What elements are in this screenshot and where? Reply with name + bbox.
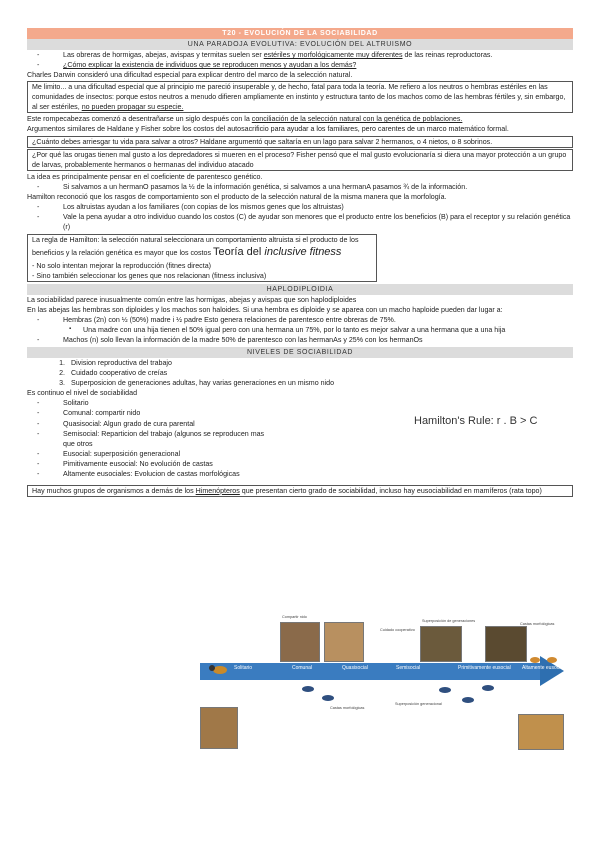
beetle-icon [302,685,494,703]
haplo-line-1: La sociabilidad parece inusualmente común entre las hormigas, abejas y avispas que son haplodiploides [27,295,357,304]
hamilton-box-bullet: - No solo intentan mejorar la reproducción (fitnes directa) [32,261,212,270]
section-header-haplodiploidia: HAPLODIPLOIDIA [27,284,573,295]
stage-label: Solitario [234,665,253,671]
list-item: - Si salvamos a un hermanO pasamos la ½ de la información genética, si salvamos a una hermanA pasamos ¾ de la información. [63,182,573,192]
stage-label: Primitivamente eusocial [458,665,511,671]
list-item: - Comunal: compartir nido [63,408,273,418]
list-item: - Semisocial: Reparticion del trabajo (algunos se reproducen mas que otros [63,429,273,449]
paradox-bullets [27,50,573,70]
list-item: - Hembras (2n) con ½ (50%) madre i ½ padre Esto genera relaciones de parentesco entre obreras de 75%. [63,315,573,325]
stage-label: Semisocial [396,665,421,671]
haplo-bullets-2 [27,335,573,345]
list-item: - Vale la pena ayudar a otro individuo cuando los costos (C) de ayudar son menores que el producto entre los beneficios (B) para el receptor y su relación genética (r) [63,212,573,232]
list-item: - Pimitivamente eusocial: No evolución de castas [63,459,273,469]
list-item: - Eusocial: superposición generacional [63,449,273,459]
list-item: ▪ Una madre con una hija tienen el 50% igual pero con una hermana un 75%, por lo tanto es mejor salvar a una hermana que a una hija [83,325,573,335]
darwin-line: Charles Darwin consideró una dificultad especial para explicar dentro del marco de la selección natural. [27,71,353,80]
list-item: - ¿Cómo explicar la existencia de individuos que se reproducen menos y ayudan a los demás? [63,60,573,70]
insect-icons [200,622,576,752]
hamilton-rule-box: La regla de Hamilton: la selección natural seleccionara un comportamiento altruista si el producto de los beneficios y la relación genética es mayor que los costos Teoría del inclusive fitness - No solo intentan mejorar la reproducción (fitnes directa) - Sino también seleccionar los genes que nos relacionan (fitness inclusiva) [27,234,377,282]
list-item: 1. Division reproductiva del trabajo [67,358,573,368]
hamilton-rule-formula: Hamilton's Rule: r . B > C [414,415,538,427]
list-item: - Las obreras de hormigas, abejas, avispas y termitas suelen ser estériles y morfológicamente muy diferentes de las reinas reproductoras. [63,50,573,60]
list-item: 2. Cuidado cooperativo de creías [67,368,573,378]
list-item: - Machos (n) solo llevan la información de la madre 50% de parentesco con las hermanAs y 25% con los hermanOs [63,335,573,345]
haplo-sub-bullets [27,325,573,335]
levels-numbered-list [27,358,573,388]
section-header-paradox: UNA PARADOJA EVOLUTIVA: EVOLUCIÓN DEL ALTRUISMO [27,39,573,50]
caption: Castas morfológicas [520,622,555,626]
haldane-line: Argumentos similares de Haldane y Fisher sobre los costos del autosacrificio para ayudar a los familiares, pero carentes de un marco matemático formal. [27,125,509,134]
theory-label: Teoría del inclusive fitness [213,246,342,259]
kinship-bullets [27,182,573,192]
haplo-bullets [27,315,573,325]
hamilton-line: Hamilton reconoció que los rasgos de comportamiento son el producto de la selección natural de la misma manera que la morfología. [27,192,447,201]
list-item: - Altamente eusociales: Evolucion de castas morfológicas [63,469,273,479]
hamilton-bullets [27,202,573,232]
fisher-box: ¿Por qué las orugas tienen mal gusto a los depredadores si mueren en el proceso? Fisher pensó que el mal gusto evolucionaría si diera una mayor protección a un grupo de larvas, probablemente hermanos o hermanas del individuo atacado [27,149,573,171]
ant-icon [530,657,557,663]
stage-label: Altamente eusocial [522,665,565,671]
caption: Castas morfológicas [330,706,365,710]
bee-icon [209,665,227,674]
list-item: - Quasisocial: Algun grado de cura parental [63,419,273,429]
continuum-line: Es continuo el nivel de sociabilidad [27,389,138,398]
levels-block [27,398,573,479]
list-item: - Solitario [63,398,273,408]
final-note-box: Hay muchos grupos de organismos a demás de los Himenópteros que presentan cierto grado de sociabilidad, incluso hay eusociabilidad en mamíferos (rata topo) [27,485,573,497]
caption: Superposición generacional [395,702,442,706]
sociality-continuum-diagram [200,615,576,752]
hamilton-box-bullet: - Sino también seleccionar los genes que nos relacionan (fitness inclusiva) [32,271,267,280]
caption: Superposición de generaciones [422,619,476,623]
haplo-line-2: En las abejas las hembras son diploides y los machos son haloides. Si una hembra es diploide y se aparea con un macho haploide pueden dar lugar a: [27,305,503,314]
kinship-line: La idea es principalmente pensar en el coeficiente de parentesco genético. [27,172,263,181]
stage-label: Comunal [292,665,313,671]
darwin-quote-box: Me limito... a una dificultad especial que al principio me pareció insuperable y, de hecho, fatal para toda la teoría. Me refiero a los neutros o hembras estériles en las comunidades de insectos: porque estos neutros a menudo difieren ampliamente en instinto y estructura tanto de los machos como de las hembras fértiles y, sin embargo, al ser estériles, no pueden propagar su especie. [27,81,573,113]
stage-label: Quasisocial [342,665,368,671]
caption: Compartir nido [282,615,307,619]
list-item: 3. Superposicion de generaciones adultas, hay varias generaciones en un mismo nido [67,378,573,388]
haldane-box: ¿Cuánto debes arriesgar tu vida para salvar a otros? Haldane argumentó que saltaría en un lago para salvar 2 hermanos, o 4 nietos, o 8 sobrinos. [27,136,573,148]
levels-list [27,398,273,479]
list-item: - Los altruistas ayudan a los familiares (con copias de los mismos genes que los altruistas) [63,202,573,212]
puzzle-paragraph: Este rompecabezas comenzó a desentrañarse un siglo después con la conciliación de la selección natural con la genética de poblaciones. [27,115,463,124]
page-title: T20 - EVOLUCIÓN DE LA SOCIABILIDAD [27,28,573,39]
section-header-levels: NIVELES DE SOCIABILIDAD [27,347,573,358]
caption: Cuidado cooperativo [380,628,415,632]
